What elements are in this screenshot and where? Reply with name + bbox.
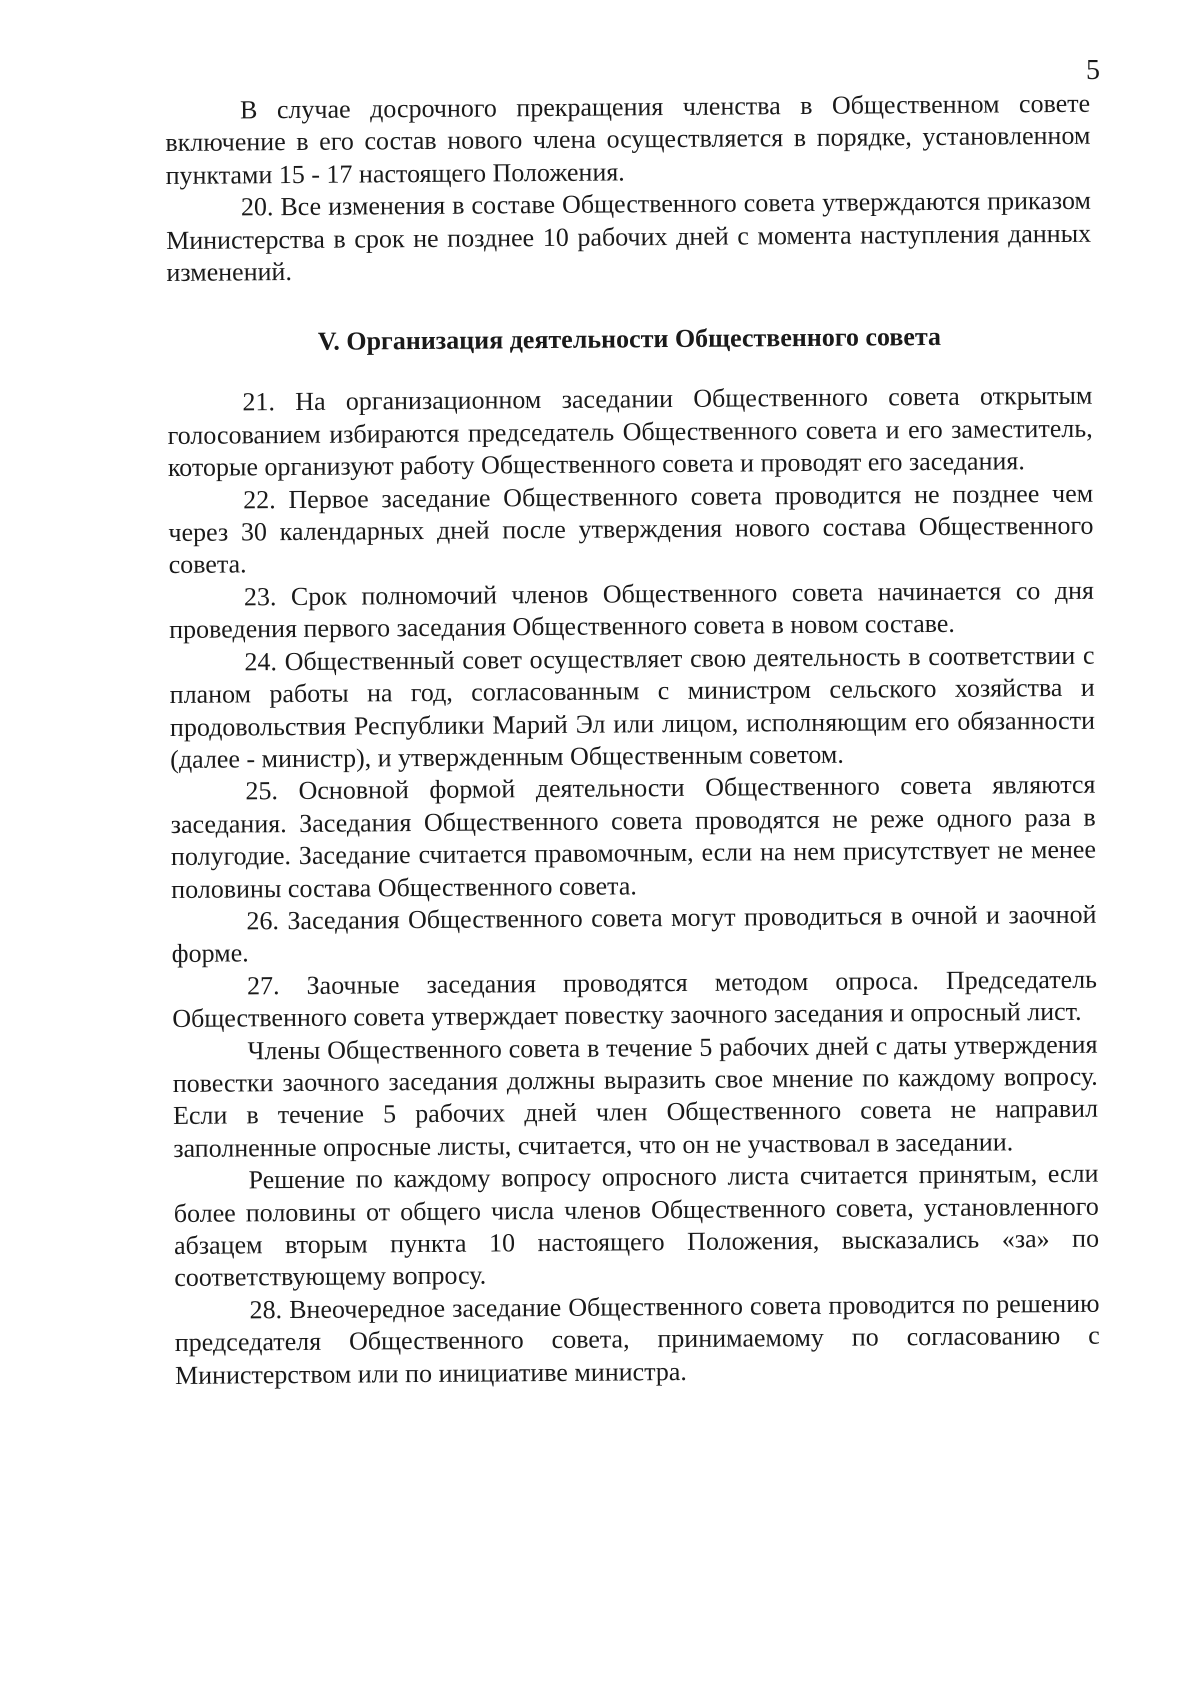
paragraph: 28. Внеочередное заседание Общественного совета проводится по решению председателя Общественного совета, принимаемому по согласованию с Министерством или по инициативе министра. xyxy=(174,1288,1100,1390)
document-body xyxy=(165,88,1100,1392)
section-title: V. Организация деятельности Общественного совета xyxy=(317,322,942,357)
paragraph: 25. Основной формой деятельности Общественного совета являются заседания. Заседания Общественного совета проводятся не реже одного раза в полугодие. Заседание считается правомочным, если на нем присутствует не менее половины состава Общественного совета. xyxy=(170,770,1097,904)
paragraph: Решение по каждому вопросу опросного листа считается принятым, если более половины от общего числа членов Общественного совета, установленного абзацем вторым пункта 10 настоящего Положения, высказались «за» по соответствующему вопросу. xyxy=(173,1158,1100,1293)
paragraph: 21. На организационном заседании Общественного совета открытым голосованием избираются председатель Общественного совета и его заместитель, которые организуют работу Общественного совета и проводят его заседания. xyxy=(167,381,1093,483)
paragraph: 23. Срок полномочий членов Общественного совета начинается со дня проведения первого заседания Общественного совета в новом составе. xyxy=(169,575,1095,645)
paragraph: 26. Заседания Общественного совета могут проводиться в очной и заочной форме. xyxy=(171,899,1097,969)
paragraph: В случае досрочного прекращения членства в Общественном совете включение в его состав нового члена осуществляется в порядке, установленном пунктами 15 - 17 настоящего Положения. xyxy=(165,88,1091,190)
paragraph: Члены Общественного совета в течение 5 рабочих дней с даты утверждения повестки заочного заседания должны выразить свое мнение по каждому вопросу. Если в течение 5 рабочих дней член Общественного совета не направил заполненные опросные листы, считается, что он не участвовал в заседании. xyxy=(172,1029,1099,1163)
paragraph: 24. Общественный совет осуществляет свою деятельность в соответствии с планом работы на год, согласованным с министром сельского хозяйства и продовольствия Республики Марий Эл или лицом, исполняющим его обязанности (далее - министр), и утвержденным Общественным советом. xyxy=(169,640,1096,774)
paragraph: 27. Заочные заседания проводятся методом опроса. Председатель Общественного совета утверждает повестку заочного заседания и опросный лист. xyxy=(172,964,1098,1034)
page-number: 5 xyxy=(1086,55,1100,86)
paragraph: 22. Первое заседание Общественного совета проводится не позднее чем через 30 календарных дней после утверждения нового состава Общественного совета. xyxy=(168,478,1094,580)
paragraph: 20. Все изменения в составе Общественного совета утверждаются приказом Министерства в срок не позднее 10 рабочих дней с момента наступления данных изменений. xyxy=(166,185,1092,288)
